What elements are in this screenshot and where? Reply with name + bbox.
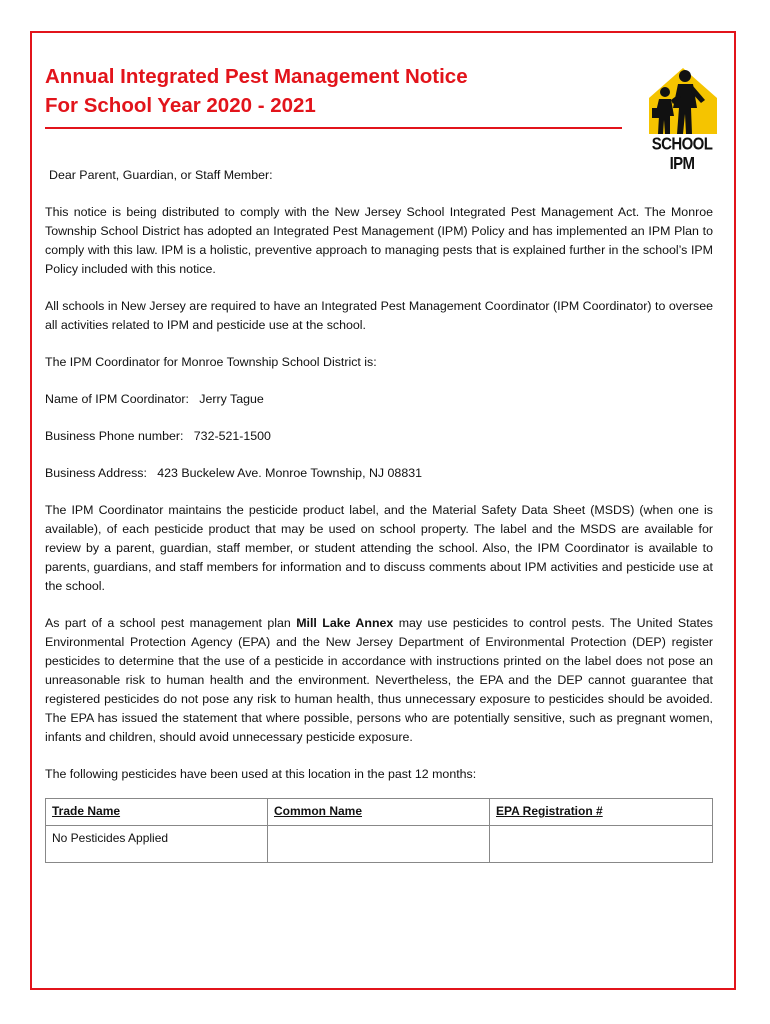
table-cell: No Pesticides Applied bbox=[46, 826, 268, 863]
paragraph-intro: This notice is being distributed to comply with the New Jersey School Integrated Pest Management Act. The Monroe Township School District has adopted an Integrated Pest Management (IPM) Policy and has implemented an IPM Plan to comply with this law. IPM is a holistic, preventive approach to managing pests that is explained further in the school’s IPM Policy included with this notice. bbox=[45, 205, 713, 276]
school-ipm-logo bbox=[643, 64, 721, 174]
paragraph-coordinator-intro: The IPM Coordinator for Monroe Township School District is: bbox=[45, 355, 377, 369]
address-value: 423 Buckelew Ave. Monroe Township, NJ 08831 bbox=[157, 466, 422, 480]
table-cell bbox=[490, 826, 713, 863]
risk-prefix: As part of a school pest management plan bbox=[45, 616, 291, 630]
table-row bbox=[46, 826, 713, 863]
paragraph-pesticide-risk bbox=[45, 614, 713, 747]
risk-text: may use pesticides to control pests. The United States Environmental Protection Agency (EPA) and the New Jersey Department of Environmental Protection (DEP) register pesticides to determine that the use of a pesticide in accordance with instructions printed on the label does not pose an unreasonable risk to human health and the environment. Nevertheless, the EPA and the DEP cannot guarantee that registered pesticides do not pose any risk to human health, thus unnecessary exposure to pesticides should be avoided. The EPA has issued the statement that where possible, persons who are potentially sensitive, such as pregnant women, infants and children, should avoid unnecessary pesticide exposure. bbox=[45, 616, 713, 744]
table-header-row bbox=[46, 799, 713, 826]
letter-body bbox=[45, 166, 713, 863]
column-header-trade-name: Trade Name bbox=[46, 799, 268, 826]
phone-number: 732-521-1500 bbox=[193, 429, 271, 443]
title-line-2: For School Year 2020 - 2021 bbox=[45, 94, 316, 117]
school-name: Mill Lake Annex bbox=[296, 616, 394, 630]
coordinator-name: Jerry Tague bbox=[199, 392, 264, 406]
notice-title bbox=[45, 62, 635, 120]
pesticide-table bbox=[45, 798, 713, 863]
paragraph-coordinator-requirement: All schools in New Jersey are required to have an Integrated Pest Management Coordinator (IPM Coordinator) to oversee all activities related to IPM and pesticide use at the school. bbox=[45, 299, 713, 332]
address-line bbox=[45, 464, 713, 483]
greeting: Dear Parent, Guardian, or Staff Member: bbox=[49, 168, 273, 182]
column-header-epa-registration: EPA Registration # bbox=[490, 799, 713, 826]
address-label: Business Address: bbox=[45, 466, 147, 480]
phone-label: Business Phone number: bbox=[45, 429, 184, 443]
paragraph-pesticides-used: The following pesticides have been used at this location in the past 12 months: bbox=[45, 767, 477, 781]
phone-line bbox=[45, 427, 713, 446]
coordinator-label: Name of IPM Coordinator: bbox=[45, 392, 189, 406]
paragraph-msds: The IPM Coordinator maintains the pesticide product label, and the Material Safety Data Sheet (MSDS) (when one is available), of each pesticide product that may be used on school property. The label and the MSDS are available for review by a parent, guardian, staff member, or student attending the school. Also, the IPM Coordinator is available to parents, guardians, and staff members for information and to discuss comments about IPM activities and pesticide use at the school. bbox=[45, 503, 713, 593]
logo-text: SCHOOL IPM bbox=[651, 134, 713, 174]
table-cell bbox=[268, 826, 490, 863]
title-line-1: Annual Integrated Pest Management Notice bbox=[45, 65, 468, 88]
coordinator-name-line bbox=[45, 390, 713, 409]
column-header-common-name: Common Name bbox=[268, 799, 490, 826]
school-children-icon bbox=[643, 64, 721, 136]
title-underline bbox=[45, 127, 622, 129]
